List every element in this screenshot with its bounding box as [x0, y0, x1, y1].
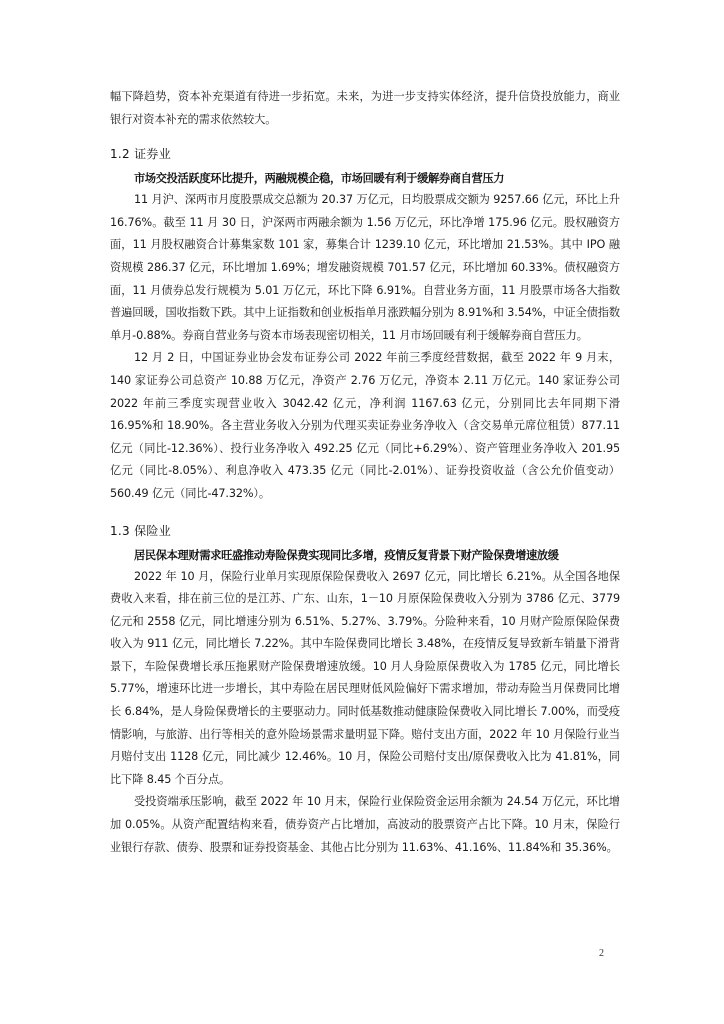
document-body: [110, 86, 620, 859]
section-heading-securities: 1.2 证券业: [110, 147, 171, 162]
page-number: 2: [599, 948, 604, 959]
section-heading-insurance: 1.3 保险业: [110, 523, 171, 538]
insurance-paragraph-2: 受投资端承压影响，截至 2022 年 10 月末，保险行业保险资金运用余额为 24.54 万亿元，环比增加 0.05%。从资产配置结构来看，债券资产占比增加，高波动的股票资产占比下降。10 月末，保险行业银行存款、债券、股票和证券投资基金、其他占比分别为 11.63%、41.16%、11.84%和 35.36%。: [110, 795, 620, 854]
intro-paragraph: 幅下降趋势，资本补充渠道有待进一步拓宽。未来，为进一步支持实体经济，提升信贷投放能力，商业银行对资本补充的需求依然较大。: [110, 90, 620, 126]
securities-paragraph-2: 12 月 2 日，中国证券业协会发布证券公司 2022 年前三季度经营数据，截至 2022 年 9 月末，140 家证券公司总资产 10.88 万亿元，净资产 2.76 万亿元，净资本 2.11 万亿元。140 家证券公司 2022 年前三季度实现营业收入 3042.42 亿元，净利润 1167.63 亿元，分别同比去年同期下滑 16.95%和 18.90%。各主营业务收入分别为代理买卖证券业务净收入（含交易单元席位租赁）877.11 亿元（同比-12.36%）、投行业务净收入 492.25 亿元（同比+6.29%）、资产管理业务净收入 201.95 亿元（同比-8.05%）、利息净收入 473.35 亿元（同比-2.01%）、证券投资收益（含公允价值变动）560.49 亿元（同比-47.32%）。: [110, 351, 620, 500]
section-subtitle-securities: 市场交投活跃度环比提升，两融规模企稳，市场回暖有利于缓解券商自营压力: [134, 172, 505, 186]
securities-paragraph-1: 11 月沪、深两市月度股票成交总额为 20.37 万亿元，日均股票成交额为 9257.66 亿元，环比上升 16.76%。截至 11 月 30 日，沪深两市两融余额为 1.56 万亿元，环比净增 175.96 亿元。股权融资方面，11 月股权融资合计募集家数 101 家，募集合计 1239.10 亿元，环比增加 21.53%。其中 IPO 融资规模 286.37 亿元，环比增加 1.69%；增发融资规模 701.57 亿元，环比增加 60.33%。债权融资方面，11 月债券总发行规模为 5.01 万亿元，环比下降 6.91%。自营业务方面，11 月股票市场各大指数普遍回暖，国收指数下跌。其中上证指数和创业板指单月涨跌幅分别为 8.91%和 3.54%，中证全债指数单月-0.88%。券商自营业务与资本市场表现密切相关，11 月市场回暖有利于缓解券商自营压力。: [110, 193, 620, 342]
insurance-paragraph-1: 2022 年 10 月，保险行业单月实现原保险保费收入 2697 亿元，同比增长 6.21%。从全国各地保费收入来看，排在前三位的是江苏、广东、山东，1－10 月原保险保费收入分别为 3786 亿元、3779 亿元和 2558 亿元，同比增速分别为 6.51%、5.27%、3.79%。分险种来看，10 月财产险原保险保费收入为 911 亿元，同比增长 7.22%。其中车险保费同比增长 3.48%，在疫情反复导致新车销量下滑背景下，车险保费增长承压拖累财产险保费增速放缓。10 月人身险原保费收入为 1785 亿元，同比增长 5.77%，增速环比进一步增长，其中寿险在居民理财低风险偏好下需求增加，带动寿险当月保费同比增长 6.84%，是人身险保费增长的主要驱动力。同时低基数推动健康险保费收入同比增长 7.00%，而受疫情影响，与旅游、出行等相关的意外险场景需求量明显下降。赔付支出方面，2022 年 10 月保险行业当月赔付支出 1128 亿元，同比减少 12.46%。10 月，保险公司赔付支出/原保费收入比为 41.81%，同比下降 8.45 个百分点。: [110, 569, 620, 786]
section-subtitle-insurance: 居民保本理财需求旺盛推动寿险保费实现同比多增，疫情反复背景下财产险保费增速放缓: [134, 548, 559, 562]
